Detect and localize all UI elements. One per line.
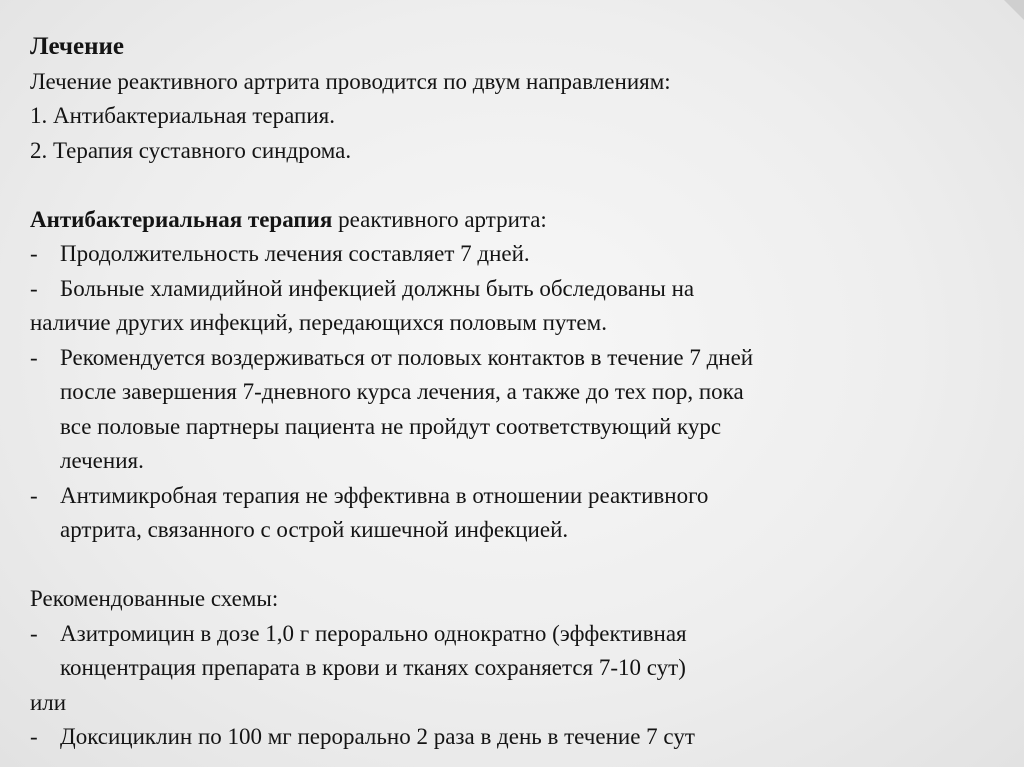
list-item-text: Рекомендуется воздерживаться от половых контактов в течение 7 дней xyxy=(60,344,754,370)
list-dash: - xyxy=(30,344,38,370)
scheme-item-azithromycin xyxy=(30,617,990,652)
list-dash: - xyxy=(30,724,38,749)
antibacterial-heading-bold: Антибактериальная терапия xyxy=(30,206,333,232)
intro-line: Лечение реактивного артрита проводится по двум направлениям: xyxy=(30,68,671,94)
list-item-continuation: все половые партнеры пациента не пройдут соответствующий курс xyxy=(60,413,722,439)
list-dash: - xyxy=(30,275,38,301)
list-item-text: Больные хламидийной инфекцией должны быть обследованы на xyxy=(60,275,695,301)
antibacterial-heading-rest: реактивного артрита: xyxy=(332,206,547,232)
spacer xyxy=(30,548,990,583)
list-item-unindented-continuation: наличие других инфекций, передающихся половым путем. xyxy=(30,310,607,335)
intro-item-2: 2. Терапия суставного синдрома. xyxy=(30,137,352,163)
list-item-continuation: лечения. xyxy=(60,448,144,473)
list-item-continuation: концентрация препарата в крови и тканях сохраняется 7-10 сут) xyxy=(60,655,686,680)
page-corner-decoration xyxy=(1004,0,1024,20)
list-item-continuation: артрита, связанного с острой кишечной инфекцией. xyxy=(60,517,569,542)
intro-item-1: 1. Антибактериальная терапия. xyxy=(30,103,335,128)
list-item xyxy=(30,341,990,376)
schemes-or: или xyxy=(30,689,67,715)
slide-content xyxy=(30,30,990,755)
list-dash: - xyxy=(30,482,38,508)
list-item-text: Доксициклин по 100 мг перорально 2 раза в день в течение 7 сут xyxy=(60,724,695,749)
list-dash: - xyxy=(30,241,38,266)
spacer xyxy=(30,168,990,203)
list-dash: - xyxy=(30,620,38,646)
list-item xyxy=(30,272,990,307)
list-item xyxy=(30,479,990,514)
slide-title: Лечение xyxy=(30,33,125,60)
schemes-heading: Рекомендованные схемы: xyxy=(30,586,279,611)
list-item xyxy=(30,237,990,272)
list-item-text: Продолжительность лечения составляет 7 дней. xyxy=(60,241,530,266)
list-item-text: Антимикробная терапия не эффективна в отношении реактивного xyxy=(60,482,709,508)
list-item-text: Азитромицин в дозе 1,0 г перорально однократно (эффективная xyxy=(60,620,687,646)
list-item-continuation: после завершения 7-дневного курса лечения, а также до тех пор, пока xyxy=(60,379,744,404)
scheme-item-doxycycline xyxy=(30,720,990,755)
antibacterial-heading xyxy=(30,203,990,238)
